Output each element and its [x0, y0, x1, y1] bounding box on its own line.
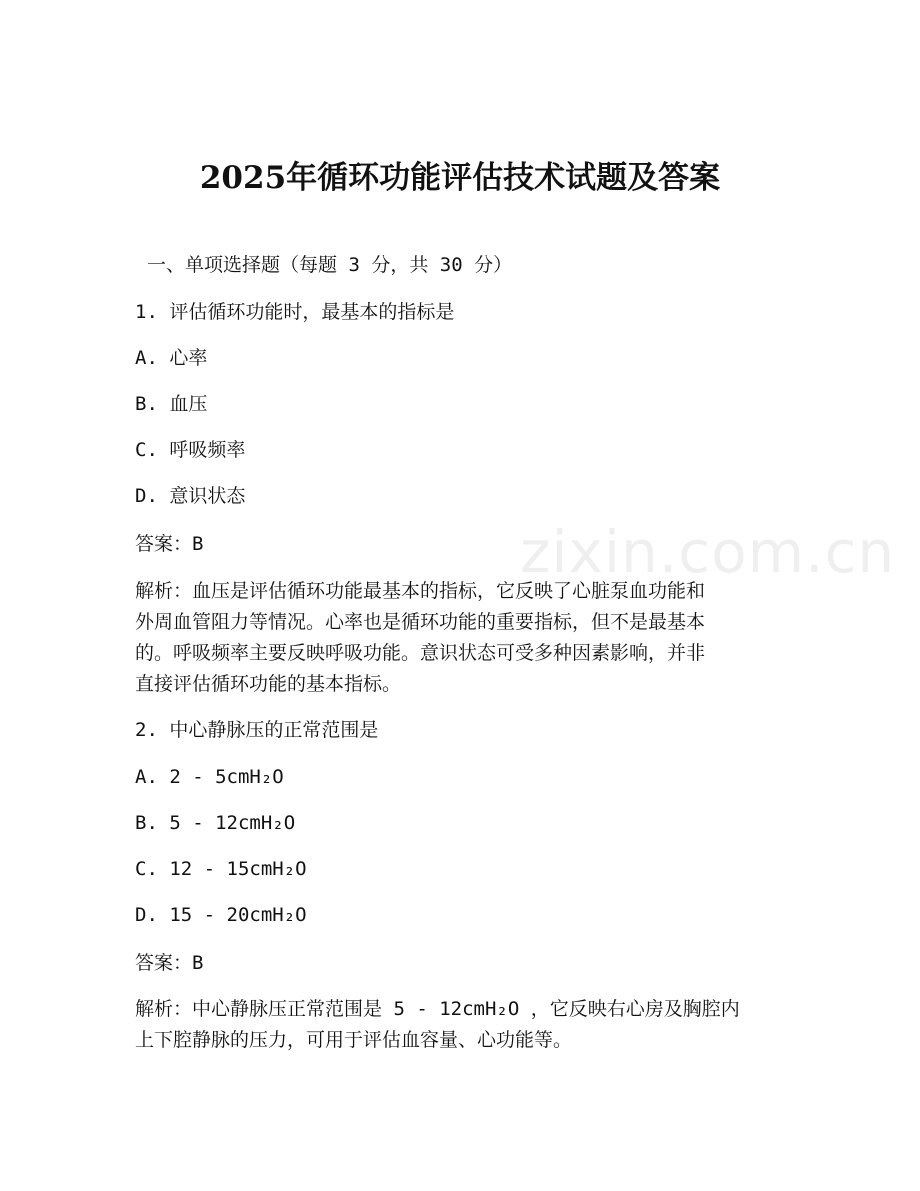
question-1-explanation-line-3: 的。呼吸频率主要反映呼吸功能。意识状态可受多种因素影响，并非 — [135, 642, 706, 664]
question-1-explanation-line-1: 解析：血压是评估循环功能最基本的指标，它反映了心脏泵血功能和 — [135, 580, 706, 602]
question-2-option-d: D. 15 - 20cmH₂O — [135, 904, 307, 926]
question-2-option-a: A. 2 - 5cmH₂O — [135, 766, 284, 788]
question-2-option-b: B. 5 - 12cmH₂O — [135, 812, 296, 834]
question-1-stem: 1. 评估循环功能时，最基本的指标是 — [135, 301, 455, 323]
question-2-stem: 2. 中心静脉压的正常范围是 — [135, 719, 379, 741]
watermark: zixin.com.cn — [520, 518, 896, 586]
question-1-option-a: A. 心率 — [135, 347, 208, 369]
question-1-explanation-line-4: 直接评估循环功能的基本指标。 — [135, 673, 402, 695]
question-2-explanation-line-2: 上下腔静脉的压力，可用于评估血容量、心功能等。 — [135, 1029, 573, 1051]
document-title: 2025年循环功能评估技术试题及答案 — [199, 160, 721, 196]
question-1-answer: 答案：B — [135, 533, 204, 555]
question-1-option-d: D. 意识状态 — [135, 485, 246, 507]
question-2-explanation-line-1: 解析：中心静脉压正常范围是 5 - 12cmH₂O ，它反映右心房及胸腔内 — [135, 998, 740, 1020]
question-2-answer: 答案：B — [135, 952, 204, 974]
question-1-option-c: C. 呼吸频率 — [135, 439, 246, 461]
section-heading: 一、单项选择题（每题 3 分，共 30 分） — [147, 254, 513, 276]
question-1-explanation-line-2: 外周血管阻力等情况。心率也是循环功能的重要指标，但不是最基本 — [135, 611, 706, 633]
question-1-option-b: B. 血压 — [135, 393, 208, 415]
question-2-option-c: C. 12 - 15cmH₂O — [135, 858, 307, 880]
